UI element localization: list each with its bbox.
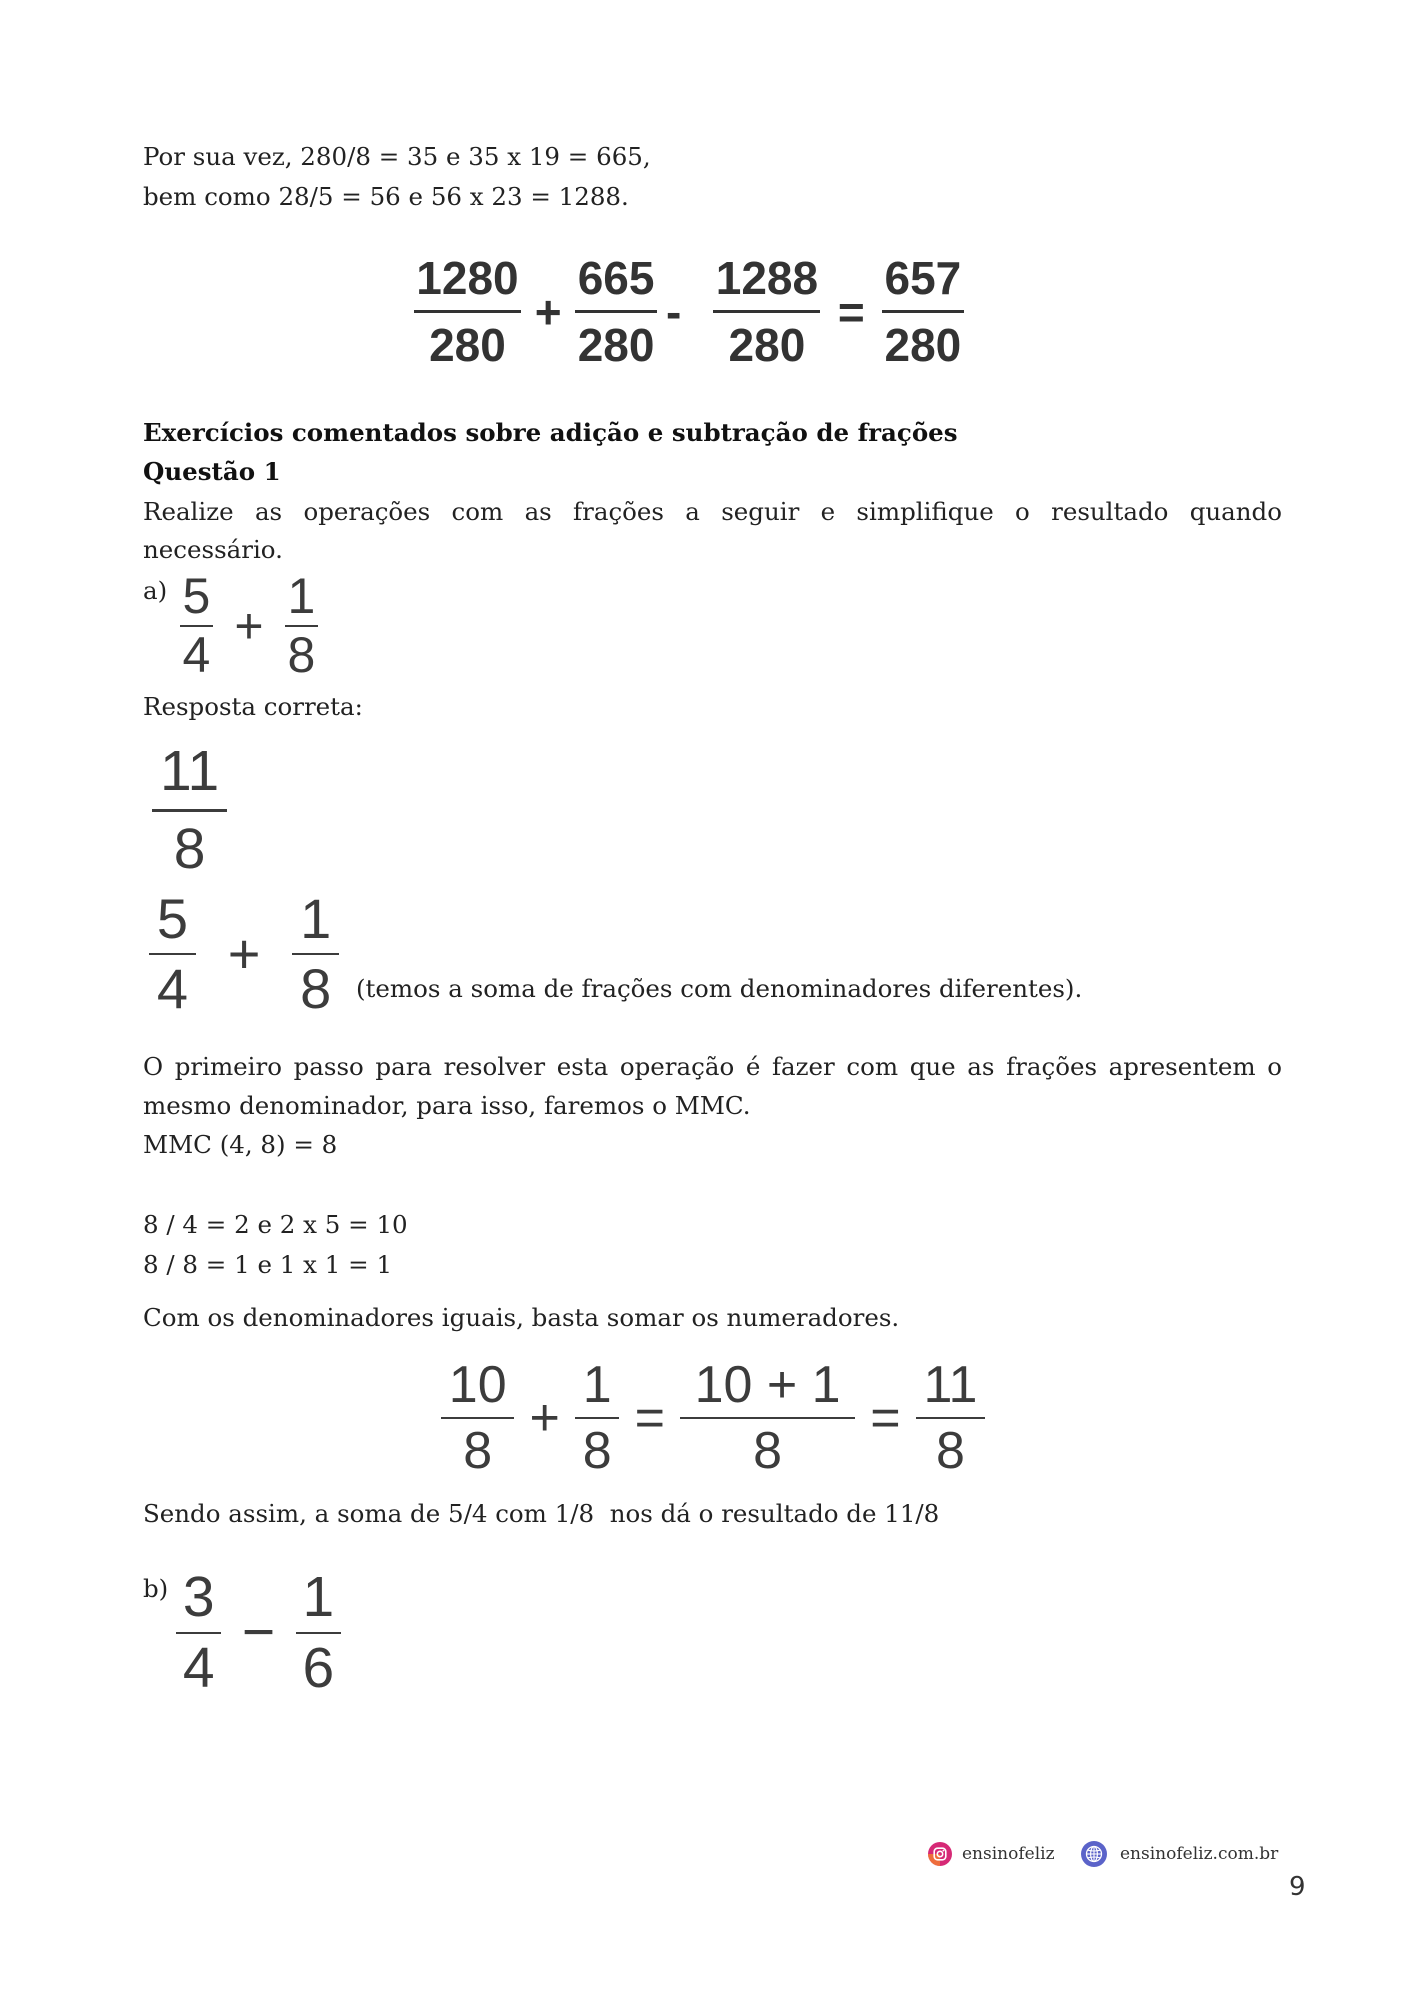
- minus-operator: -: [665, 285, 682, 338]
- explanation-line: mesmo denominador, para isso, faremos o MMC.: [143, 1091, 751, 1120]
- numerator: 1: [300, 887, 332, 950]
- plus-operator: +: [529, 1388, 560, 1447]
- numerator: 665: [577, 252, 655, 304]
- intro-line: bem como 28/5 = 56 e 56 x 23 = 1288.: [143, 182, 629, 211]
- denominator: 8: [287, 627, 316, 683]
- minus-operator: −: [241, 1600, 276, 1665]
- fraction-bar: [414, 310, 521, 313]
- item-label: b): [143, 1574, 169, 1603]
- step-line: 8 / 4 = 2 e 2 x 5 = 10: [143, 1210, 408, 1239]
- plus-operator: +: [534, 285, 562, 338]
- numerator: 11: [159, 739, 220, 803]
- fraction-bar: [152, 809, 227, 812]
- fraction-bar: [680, 1417, 855, 1420]
- numerator: 10 + 1: [694, 1356, 841, 1414]
- fraction-bar: [882, 310, 963, 313]
- numerator: 3: [182, 1565, 215, 1629]
- numerator: 10: [448, 1356, 507, 1414]
- item-b-expression: [176, 1565, 341, 1700]
- denominator: 8: [936, 1421, 965, 1480]
- fraction-bar: [296, 1632, 341, 1635]
- equals-operator: =: [837, 285, 865, 338]
- numerator: 11: [923, 1356, 978, 1414]
- item-a-restated-expression: [149, 887, 339, 1020]
- fraction: [575, 1356, 620, 1480]
- denominator: 8: [173, 816, 206, 881]
- numerator: 1: [287, 568, 316, 624]
- fraction: [916, 1356, 986, 1480]
- explanation-line: O primeiro passo para resolver esta operação é fazer com que as frações apresentem o: [143, 1052, 1282, 1081]
- item-a-expression: [180, 568, 318, 683]
- fraction-bar: [575, 310, 656, 313]
- fraction-bar: [916, 1417, 986, 1420]
- numerator: 1: [582, 1356, 612, 1414]
- restated-note: (temos a soma de frações com denominadores diferentes).: [356, 974, 1083, 1003]
- equals-operator: =: [634, 1388, 665, 1447]
- denominator: 8: [753, 1421, 783, 1480]
- instagram-handle[interactable]: ensinofeliz: [962, 1844, 1055, 1864]
- prompt-line: necessário.: [143, 535, 283, 564]
- denominator: 280: [728, 319, 806, 372]
- fraction: [292, 887, 339, 1020]
- numerator: 5: [182, 568, 211, 624]
- website-link[interactable]: ensinofeliz.com.br: [1120, 1844, 1279, 1864]
- intro-fraction-equation: [414, 252, 964, 372]
- intro-line: Por sua vez, 280/8 = 35 e 35 x 19 = 665,: [143, 142, 651, 171]
- plus-operator: +: [227, 921, 261, 985]
- instagram-icon: [928, 1842, 952, 1866]
- fraction: [296, 1565, 341, 1700]
- item-label: a): [143, 576, 168, 605]
- plus-operator: +: [234, 597, 264, 654]
- fraction-bar: [713, 310, 820, 313]
- fraction-bar: [149, 953, 196, 956]
- fraction: [713, 252, 820, 372]
- globe-icon: [1081, 1841, 1107, 1867]
- conclusion-text: Sendo assim, a soma de 5/4 com 1/8 nos dá o resultado de 11/8: [143, 1499, 940, 1528]
- fraction-bar: [441, 1417, 514, 1420]
- denominator: 4: [156, 956, 188, 1020]
- fraction-bar: [575, 1417, 620, 1420]
- denominator: 4: [182, 1635, 215, 1700]
- mmc-line: MMC (4, 8) = 8: [143, 1130, 338, 1159]
- prompt-line: Realize as operações com as frações a seguir e simplifique o resultado quando: [143, 497, 1282, 526]
- fraction: [149, 887, 196, 1020]
- fraction: [882, 252, 963, 372]
- fraction: [176, 1565, 221, 1700]
- fraction: [575, 252, 656, 372]
- fraction-bar: [176, 1632, 221, 1635]
- fraction: [180, 568, 213, 683]
- fraction: [680, 1356, 855, 1480]
- denominator: 280: [577, 319, 655, 372]
- equal-denominators-text: Com os denominadores iguais, basta somar os numeradores.: [143, 1303, 900, 1332]
- fraction: [414, 252, 521, 372]
- numerator: 5: [156, 887, 188, 950]
- fraction-bar: [292, 953, 339, 956]
- denominator: 280: [429, 319, 506, 372]
- item-a-sum-equation: [441, 1356, 985, 1480]
- page-number: 9: [1289, 1872, 1306, 1902]
- numerator: 1288: [715, 252, 819, 304]
- numerator: 1280: [416, 252, 519, 304]
- fraction: [152, 739, 227, 881]
- fraction: [441, 1356, 514, 1480]
- denominator: 8: [582, 1421, 612, 1480]
- item-a-answer-fraction: [152, 739, 227, 881]
- answer-label: Resposta correta:: [143, 692, 363, 721]
- numerator: 657: [884, 252, 962, 304]
- denominator: 8: [463, 1421, 493, 1480]
- numerator: 1: [302, 1565, 335, 1629]
- fraction: [285, 568, 318, 683]
- equals-operator: =: [870, 1388, 901, 1447]
- denominator: 4: [182, 627, 211, 683]
- denominator: 280: [884, 319, 962, 372]
- step-line: 8 / 8 = 1 e 1 x 1 = 1: [143, 1250, 393, 1279]
- question-label: Questão 1: [143, 457, 281, 486]
- section-title: Exercícios comentados sobre adição e subtração de frações: [143, 418, 958, 447]
- denominator: 8: [300, 956, 332, 1020]
- denominator: 6: [302, 1635, 335, 1700]
